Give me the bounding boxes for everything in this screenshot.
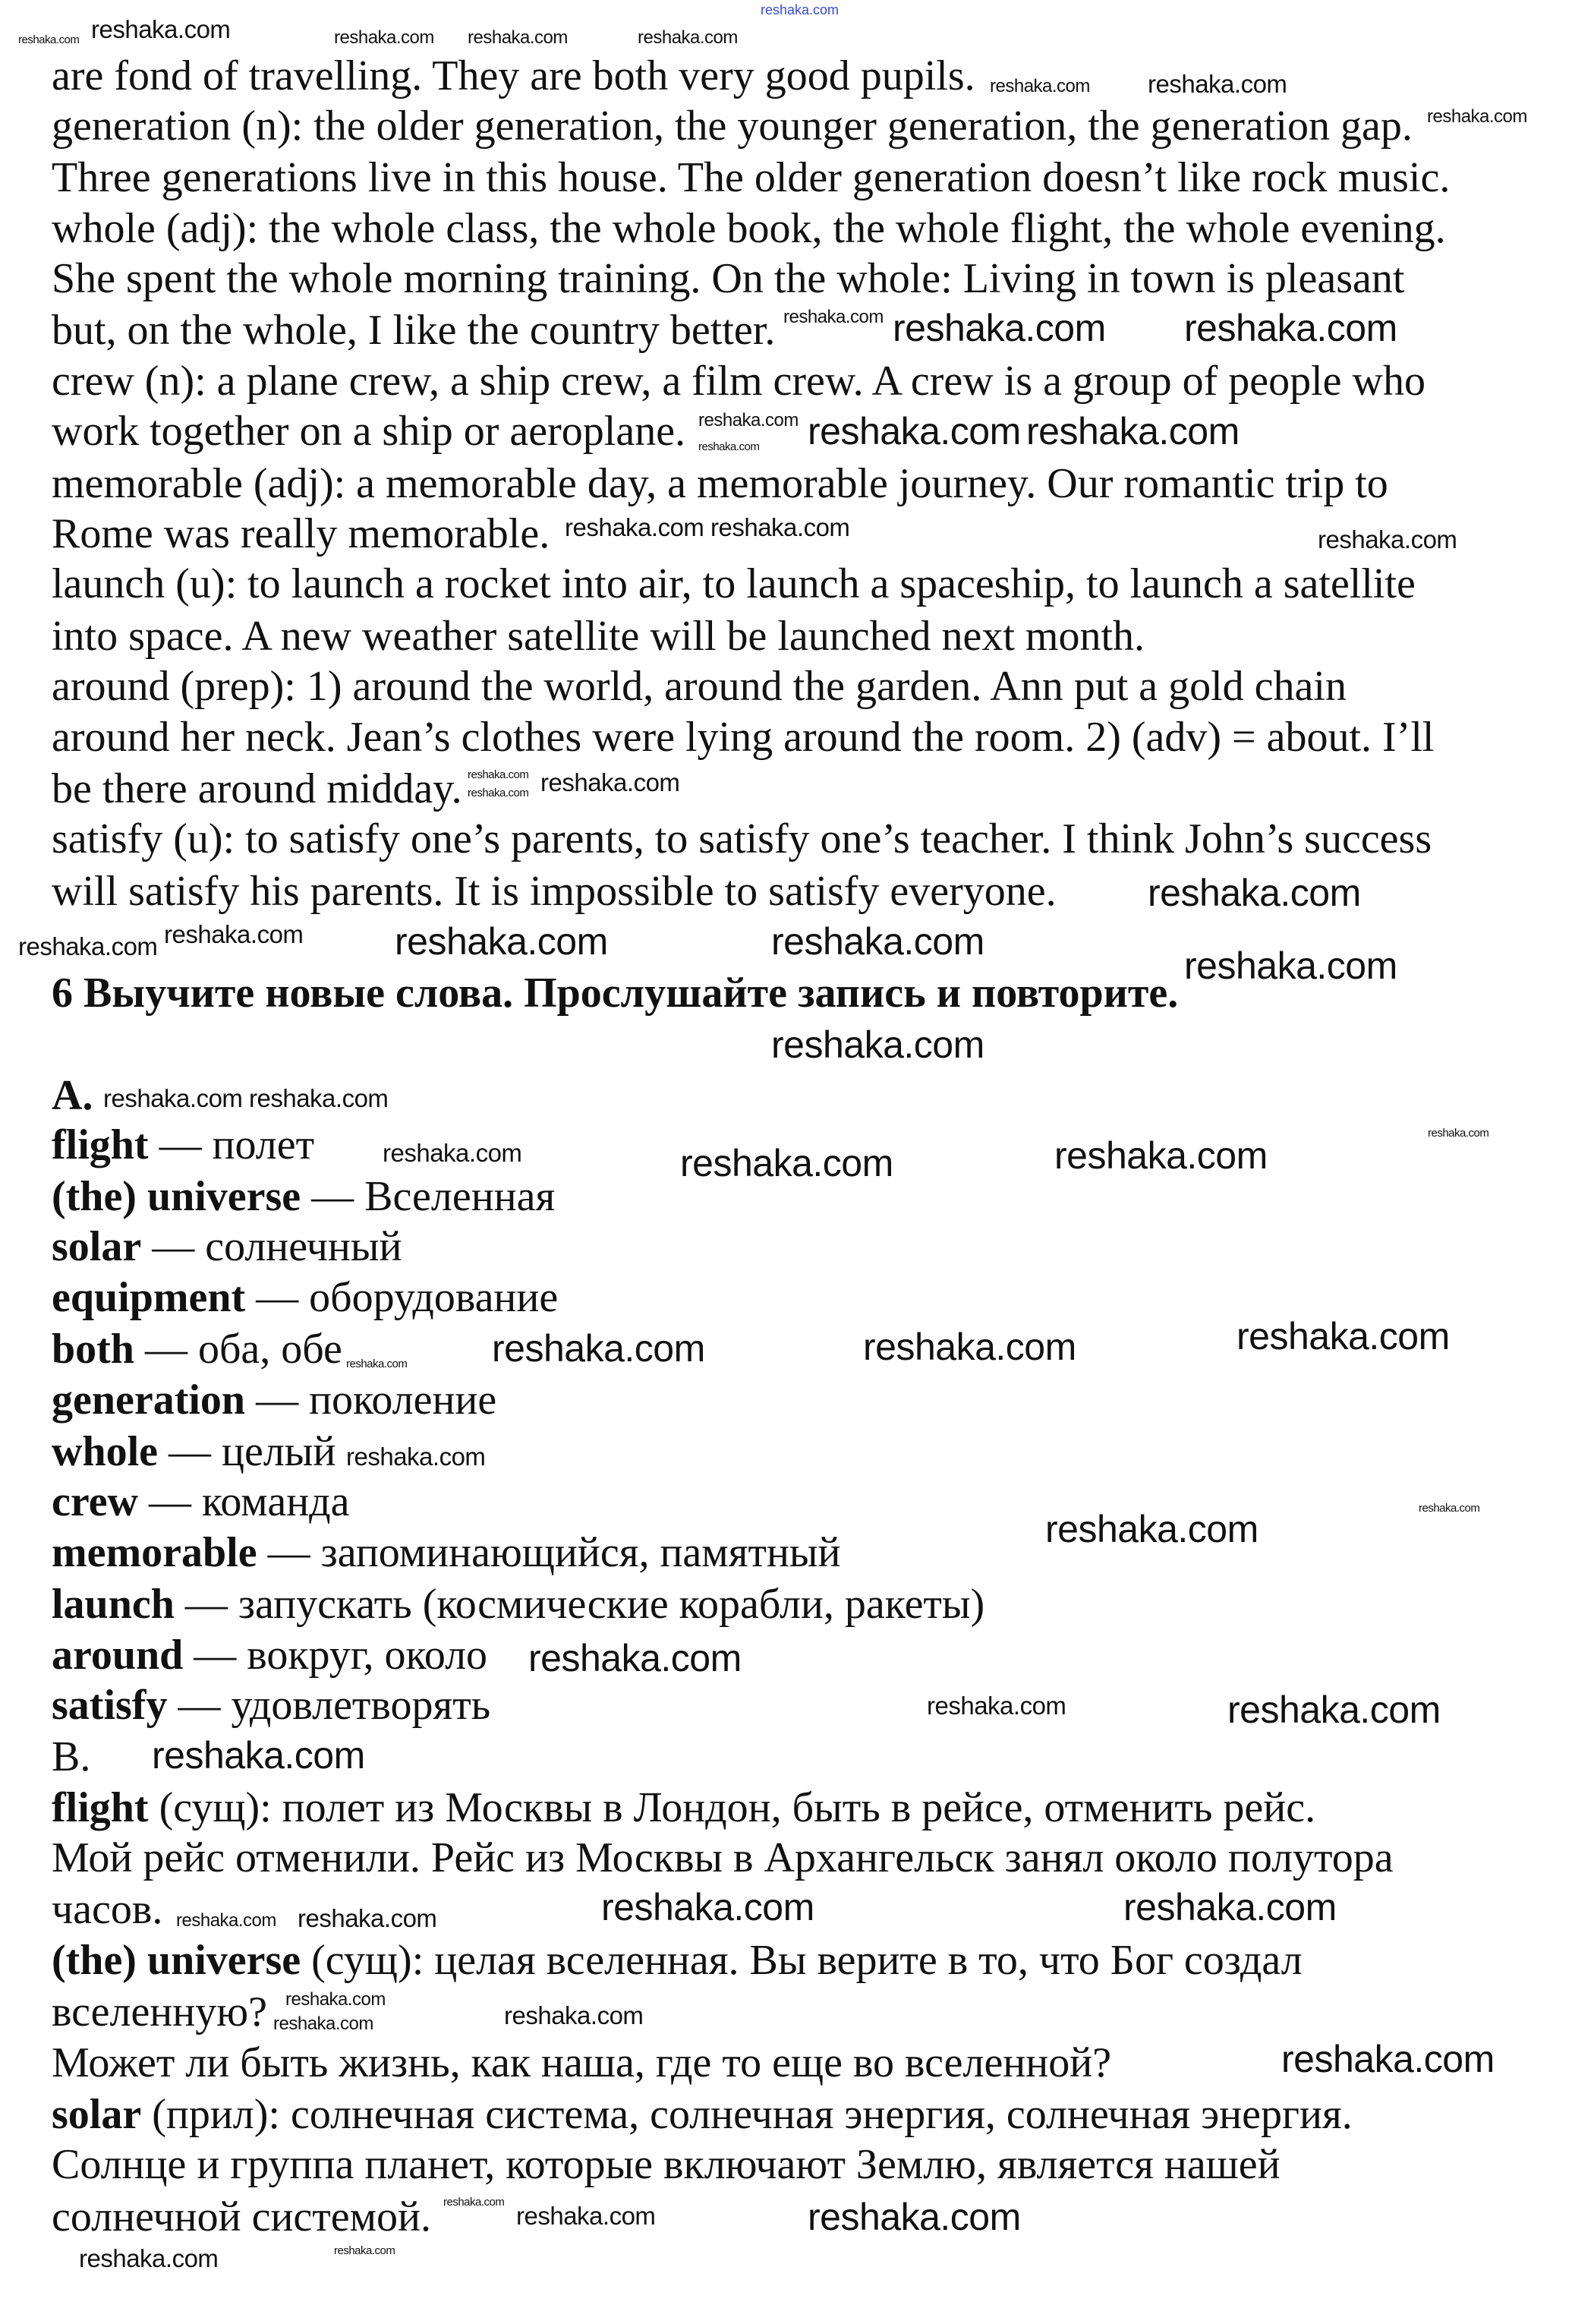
text-line — [52, 2039, 1111, 2087]
term: both — [52, 1326, 134, 1373]
line-text: — оборудование — [245, 1274, 559, 1321]
line-text: memorable (adj): a memorable day, a memorable journey. Our romantic trip to — [52, 460, 1388, 507]
line-text: launch (u): to launch a rocket into air, to launch a spaceship, to launch a satellite — [52, 560, 1416, 607]
watermark: reshaka.com — [1148, 70, 1287, 98]
line-text: work together on a ship or aeroplane. — [52, 408, 686, 455]
header-watermark: reshaka.com — [761, 2, 840, 17]
vocab-item — [52, 1121, 314, 1169]
watermark: reshaka.com — [528, 1637, 742, 1679]
watermark: reshaka.com — [383, 1139, 522, 1167]
vocab-item — [52, 1325, 342, 1373]
term: (the) universe — [52, 1937, 301, 1984]
text-line — [52, 509, 550, 558]
line-text: She spent the whole morning training. On the whole: Living in town is pleasant — [52, 255, 1405, 302]
section-heading — [52, 969, 1178, 1017]
text-line — [52, 765, 462, 813]
watermark: reshaka.com — [1427, 106, 1527, 127]
text-line — [52, 1071, 93, 1120]
vocab-item — [52, 1631, 487, 1679]
line-text: generation (n): the older generation, the younger generation, the generation gap. — [52, 102, 1413, 150]
text-line — [52, 612, 1145, 661]
watermark: reshaka.com — [103, 1084, 243, 1112]
line-text: — полет — [148, 1121, 315, 1168]
watermark: reshaka.com — [346, 1443, 486, 1471]
line-text: — Вселенная — [301, 1173, 556, 1220]
watermark: reshaka.com — [1428, 1127, 1489, 1140]
term: solar — [52, 1223, 142, 1270]
vocab-item — [52, 1172, 555, 1221]
line-text: Rome was really memorable. — [52, 510, 550, 557]
watermark: reshaka.com — [273, 2013, 373, 2034]
line-text: Может ли быть жизнь, как наша, где то еще во вселенной? — [52, 2039, 1112, 2086]
watermark: reshaka.com — [1026, 410, 1240, 453]
term: solar — [52, 2091, 142, 2138]
watermark: reshaka.com — [1123, 1886, 1337, 1928]
line-text: but, on the whole, I like the country better. — [52, 307, 776, 354]
watermark: reshaka.com — [468, 768, 529, 781]
text-line — [52, 2193, 431, 2241]
term: generation — [52, 1376, 246, 1424]
term: A. — [52, 1072, 93, 1119]
watermark: reshaka.com — [79, 2244, 219, 2272]
watermark: reshaka.com — [710, 513, 850, 541]
line-text: — оба, обе — [134, 1326, 342, 1373]
line-text: — команда — [138, 1478, 350, 1525]
watermark: reshaka.com — [808, 410, 1021, 453]
line-text: (сущ): целая вселенная. Вы верите в то, что Бог создал — [301, 1937, 1303, 1984]
text-line — [52, 1936, 1303, 1985]
line-text: are fond of travelling. They are both very good pupils. — [52, 52, 975, 99]
line-text: — запоминающийся, памятный — [257, 1529, 841, 1576]
vocab-item — [52, 1528, 841, 1577]
line-text: Солнце и группа планет, которые включают Землю, является нашей — [52, 2141, 1281, 2188]
watermark: reshaka.com — [680, 1142, 893, 1184]
text-line — [52, 662, 1347, 711]
line-text: will satisfy his parents. It is impossible to satisfy everyone. — [52, 868, 1057, 915]
watermark: reshaka.com — [91, 15, 231, 43]
watermark: reshaka.com — [395, 920, 608, 963]
line-text: часов. — [52, 1886, 163, 1933]
watermark: reshaka.com — [152, 1734, 365, 1777]
watermark: reshaka.com — [771, 920, 984, 963]
text-line — [52, 357, 1425, 405]
term: whole — [52, 1428, 158, 1475]
line-text: — вокруг, около — [183, 1632, 488, 1679]
watermark: reshaka.com — [1184, 307, 1397, 349]
watermark: reshaka.com — [1419, 1502, 1480, 1515]
watermark: reshaka.com — [771, 1023, 984, 1066]
vocab-item — [52, 1273, 558, 1322]
text-line — [52, 102, 1413, 150]
watermark: reshaka.com — [601, 1886, 814, 1928]
watermark: reshaka.com — [1054, 1134, 1268, 1177]
line-text: B. — [52, 1733, 91, 1780]
watermark: reshaka.com — [1227, 1689, 1441, 1731]
watermark: reshaka.com — [1045, 1508, 1259, 1550]
text-line — [52, 459, 1388, 508]
text-line — [52, 1733, 90, 1781]
line-text: (сущ): полет из Москвы в Лондон, быть в рейсе, отменить рейс. — [148, 1784, 1316, 1831]
text-line — [52, 815, 1432, 863]
text-line — [52, 2140, 1281, 2189]
text-line — [52, 1834, 1394, 1882]
text-line — [52, 1988, 267, 2036]
term: crew — [52, 1478, 138, 1525]
term: flight — [52, 1121, 149, 1168]
term: flight — [52, 1784, 149, 1831]
watermark: reshaka.com — [176, 1910, 276, 1931]
term: (the) universe — [52, 1173, 301, 1220]
watermark: reshaka.com — [443, 2196, 505, 2209]
line-text: be there around midday. — [52, 765, 462, 812]
watermark: reshaka.com — [1281, 2038, 1495, 2080]
watermark: reshaka.com — [18, 932, 158, 960]
vocab-item — [52, 1376, 496, 1424]
line-text: — удовлетворять — [167, 1682, 491, 1729]
line-text: вселенную? — [52, 1988, 267, 2035]
text-line — [52, 153, 1450, 202]
watermark: reshaka.com — [346, 1358, 408, 1370]
vocab-item — [52, 1477, 350, 1526]
line-text: — целый — [158, 1428, 336, 1475]
line-text: — поколение — [245, 1376, 497, 1424]
line-text: around (prep): 1) around the world, around the garden. Ann put a gold chain — [52, 663, 1347, 710]
watermark: reshaka.com — [285, 1989, 386, 2010]
line-text: Three generations live in this house. The older generation doesn’t like rock music. — [52, 154, 1451, 201]
watermark: reshaka.com — [698, 410, 799, 430]
vocab-item — [52, 1681, 490, 1730]
watermark: reshaka.com — [164, 920, 304, 948]
text-line — [52, 2090, 1353, 2139]
term: satisfy — [52, 1682, 168, 1729]
watermark: reshaka.com — [516, 2202, 656, 2230]
watermark: reshaka.com — [468, 787, 529, 799]
watermark: reshaka.com — [1318, 525, 1457, 553]
line-text: (прил): солнечная система, солнечная энергия, солнечная энергия. — [141, 2091, 1353, 2138]
text-line — [52, 560, 1416, 608]
text-line — [52, 1783, 1315, 1832]
vocab-item — [52, 1580, 984, 1629]
text-line — [52, 1885, 162, 1934]
watermark: reshaka.com — [808, 2196, 1021, 2238]
text-line — [52, 254, 1404, 303]
watermark: reshaka.com — [783, 307, 884, 327]
watermark: reshaka.com — [863, 1326, 1076, 1368]
watermark: reshaka.com — [1236, 1315, 1450, 1358]
watermark: reshaka.com — [504, 2001, 644, 2029]
term: equipment — [52, 1274, 246, 1321]
text-line — [52, 204, 1446, 253]
watermark: reshaka.com — [492, 1327, 705, 1370]
watermark: reshaka.com — [927, 1692, 1066, 1720]
watermark: reshaka.com — [990, 76, 1090, 96]
watermark: reshaka.com — [638, 27, 738, 48]
vocab-item — [52, 1222, 402, 1271]
watermark: reshaka.com — [249, 1084, 389, 1112]
line-text: солнечной системой. — [52, 2193, 432, 2240]
line-text: around her neck. Jean’s clothes were lying around the room. 2) (adv) = about. I’ll — [52, 714, 1435, 761]
watermark: reshaka.com — [298, 1904, 437, 1932]
line-text: crew (n): a plane crew, a ship crew, a film crew. A crew is a group of people who — [52, 358, 1425, 405]
watermark: reshaka.com — [468, 27, 568, 48]
watermark: reshaka.com — [565, 513, 704, 541]
text-line — [52, 52, 975, 100]
line-text: — солнечный — [141, 1223, 402, 1270]
watermark: reshaka.com — [334, 27, 434, 48]
line-text: satisfy (u): to satisfy one’s parents, to satisfy one’s teacher. I think John’s success — [52, 815, 1432, 862]
text-line — [52, 306, 775, 355]
watermark: reshaka.com — [893, 307, 1106, 349]
term: 6 Выучите новые слова. Прослушайте запись и повторите. — [52, 970, 1179, 1017]
text-line — [52, 407, 685, 456]
line-text: — запускать (космические корабли, ракеты) — [174, 1581, 985, 1628]
line-text: Мой рейс отменили. Рейс из Москвы в Архангельск занял около полутора — [52, 1834, 1394, 1881]
text-line — [52, 867, 1057, 916]
line-text: whole (adj): the whole class, the whole book, the whole flight, the whole evening. — [52, 205, 1446, 252]
vocab-item — [52, 1427, 335, 1476]
watermark: reshaka.com — [334, 2244, 395, 2257]
watermark: reshaka.com — [1184, 944, 1397, 987]
text-line — [52, 713, 1434, 762]
term: memorable — [52, 1529, 257, 1576]
watermark: reshaka.com — [698, 440, 760, 453]
watermark: reshaka.com — [540, 768, 680, 796]
watermark: reshaka.com — [1148, 872, 1361, 914]
term: launch — [52, 1581, 175, 1628]
watermark: reshaka.com — [18, 33, 80, 46]
term: around — [52, 1632, 184, 1679]
line-text: into space. A new weather satellite will be launched next month. — [52, 613, 1145, 660]
